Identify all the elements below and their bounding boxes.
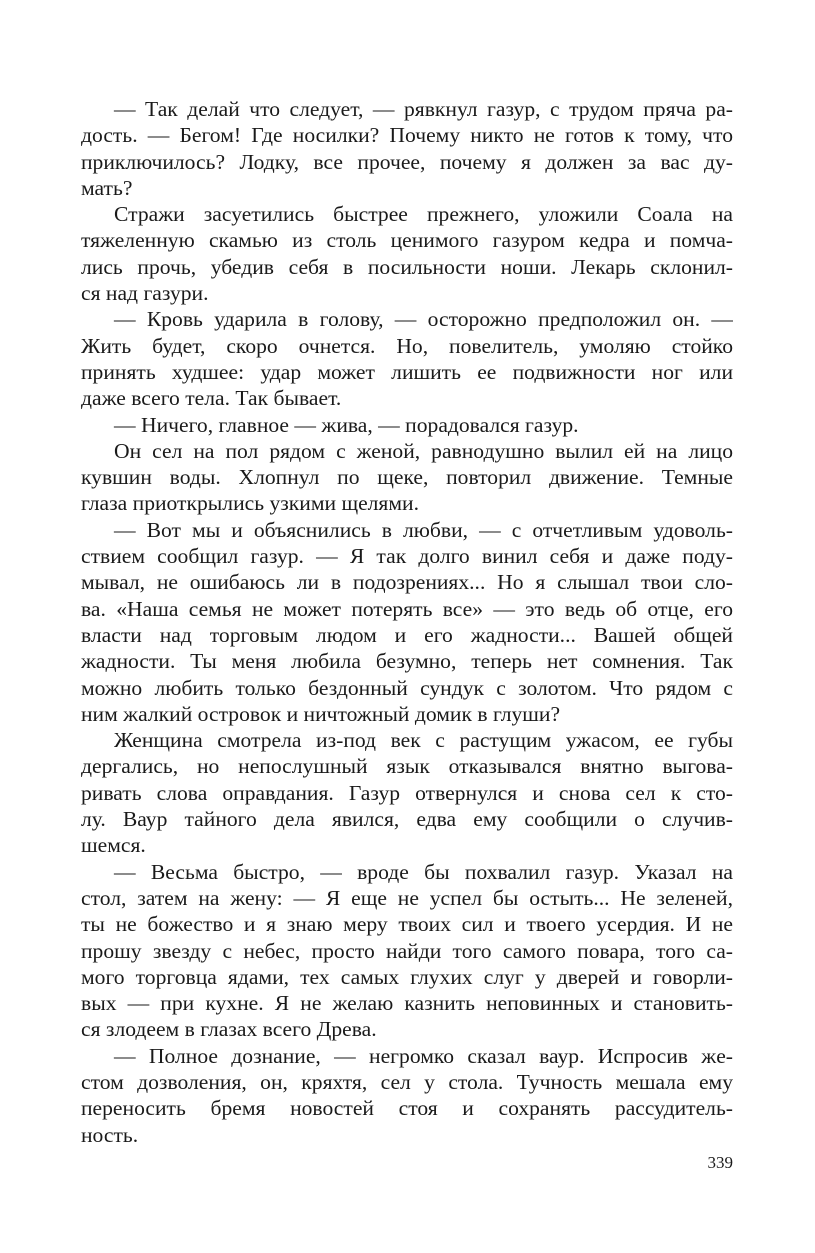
page-body [81, 96, 733, 1148]
paragraph [81, 517, 733, 727]
text-line: лу. Ваур тайного дела явился, едва ему сообщили о случив- [81, 807, 733, 832]
text-line: тяжеленную скамью из столь ценимого газуром кедра и помча- [81, 228, 733, 253]
text-line: глаза приоткрылись узкими щелями. [81, 491, 419, 516]
text-line: лись прочь, убедив себя в посильности ноши. Лекарь склонил- [81, 254, 733, 279]
paragraph [81, 1043, 733, 1148]
paragraph [81, 201, 733, 306]
text-line: ривать слова оправдания. Газур отвернулся и снова сел к сто- [81, 780, 733, 805]
text-line: — Так делай что следует, — рявкнул газур, с трудом пряча ра- [114, 97, 733, 121]
text-line: мого торговца ядами, тех самых глухих слуг у дверей и говорли- [81, 964, 733, 989]
paragraph [81, 306, 733, 411]
paragraph [81, 412, 733, 438]
text-line: власти над торговым людом и его жадности... Вашей общей [81, 622, 733, 647]
text-line: Он сел на пол рядом с женой, равнодушно вылил ей на лицо [114, 438, 733, 463]
text-line: стол, затем на жену: — Я еще не успел бы остыть... Не зеленей, [81, 885, 733, 910]
text-line: — Кровь ударила в голову, — осторожно предположил он. — [114, 307, 733, 332]
text-line: даже всего тела. Так бывает. [81, 386, 342, 411]
text-line: Женщина смотрела из-под век с растущим ужасом, ее губы [114, 728, 733, 753]
text-line: ность. [81, 1122, 139, 1147]
text-line: мывал, не ошибаюсь ли в подозрениях... Но я слышал твои сло- [81, 570, 733, 595]
text-line: ты не божество и я знаю меру твоих сил и твоего усердия. И не [81, 912, 733, 937]
paragraph [81, 438, 733, 517]
text-line: Стражи засуетились быстрее прежнего, уложили Соала на [114, 202, 733, 227]
text-line: шемся. [81, 833, 146, 858]
text-line: стом дозволения, он, кряхтя, сел у стола. Тучность мешала ему [81, 1069, 733, 1094]
text-line: дергались, но непослушный язык отказывался внятно выгова- [81, 754, 733, 779]
text-line: ствием сообщил газур. — Я так долго винил себя и даже поду- [81, 544, 733, 569]
text-line: прошу звезду с небес, просто найди того самого повара, того са- [81, 938, 733, 963]
text-line: Жить будет, скоро очнется. Но, повелитель, умоляю стойко [81, 333, 733, 358]
text-line: переносить бремя новостей стоя и сохранять рассудитель- [81, 1096, 733, 1121]
paragraph [81, 859, 733, 1043]
text-line: жадности. Ты меня любила безумно, теперь нет сомнения. Так [81, 649, 733, 674]
text-line: ся злодеем в глазах всего Древа. [81, 1017, 377, 1042]
text-line: кувшин воды. Хлопнул по щеке, повторил движение. Темные [81, 465, 733, 490]
text-line: приключилось? Лодку, все прочее, почему я должен за вас ду- [81, 149, 733, 174]
text-line: — Вот мы и объяснились в любви, — с отчетливым удоволь- [114, 517, 733, 542]
text-line: — Ничего, главное — жива, — порадовался газур. [114, 412, 579, 437]
text-line: ним жалкий островок и ничтожный домик в глуши? [81, 701, 561, 726]
text-line: — Полное дознание, — негромко сказал ваур. Испросив жe- [114, 1043, 733, 1068]
text-line: вых — при кухне. Я не желаю казнить неповинных и становить- [81, 991, 733, 1016]
text-line: ва. «Наша семья не может потерять все» — это ведь об отце, его [81, 596, 733, 621]
page-number: 339 [707, 1153, 733, 1172]
paragraph [81, 727, 733, 858]
paragraph [81, 96, 733, 201]
text-line: принять худшее: удар может лишить ее подвижности ног или [81, 359, 733, 384]
text-line: ся над газури. [81, 281, 209, 306]
text-line: дость. — Бегом! Где носилки? Почему никто не готов к тому, что [81, 123, 733, 148]
text-line: — Весьма быстро, — вроде бы похвалил газур. Указал на [114, 859, 733, 884]
text-line: можно любить только бездонный сундук с золотом. Что рядом с [81, 675, 733, 700]
text-line: мать? [81, 175, 133, 200]
